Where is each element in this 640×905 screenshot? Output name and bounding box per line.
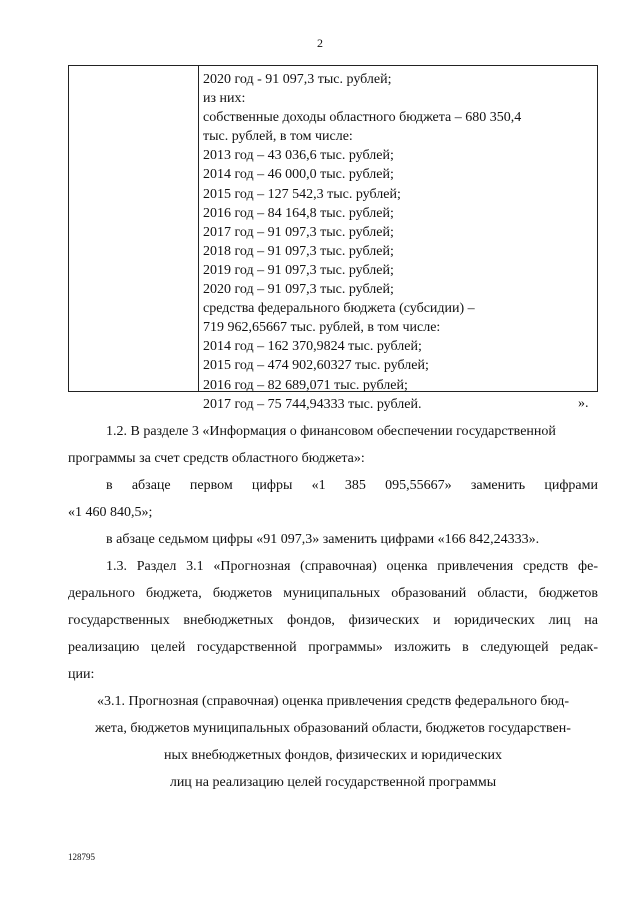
table-line: 2016 год – 84 164,8 тыс. рублей; <box>203 205 394 221</box>
paragraph-seventh-abzac <box>68 526 598 553</box>
table-line: 2020 год - 91 097,3 тыс. рублей; <box>203 72 392 87</box>
table-column-divider <box>198 66 199 391</box>
table-line: 2017 год – 75 744,94333 тыс. рублей. <box>203 396 422 412</box>
paragraph-line: дерального бюджета, бюджетов муниципальных образований области, бюджетов <box>68 586 598 601</box>
table-line: 2015 год – 127 542,3 тыс. рублей; <box>203 186 401 202</box>
table-line: из них: <box>203 91 246 107</box>
document-code: 128795 <box>68 852 95 862</box>
table-line: 2014 год – 46 000,0 тыс. рублей; <box>203 167 394 183</box>
heading-line: лиц на реализацию целей государственной программы <box>169 775 497 790</box>
heading-line: ных внебюджетных фондов, физических и юридических <box>163 748 503 763</box>
paragraph-line: «1 460 840,5»; <box>68 505 153 520</box>
closing-quote: ». <box>578 396 589 411</box>
paragraph-line: в абзаце первом цифры «1 385 095,55667» заменить цифрами <box>106 478 598 493</box>
table-cell-funding <box>203 70 593 414</box>
table-line: 2016 год – 82 689,071 тыс. рублей; <box>203 377 408 393</box>
table-line: 2014 год – 162 370,9824 тыс. рублей; <box>203 339 422 355</box>
heading-line: «3.1. Прогнозная (справочная) оценка привлечения средств федерального бюд- <box>96 694 570 709</box>
table-line: 2019 год – 91 097,3 тыс. рублей; <box>203 262 394 278</box>
paragraph-line: государственных внебюджетных фондов, физических и юридических лиц на <box>68 613 598 628</box>
paragraph-line: 1.3. Раздел 3.1 «Прогнозная (справочная) оценка привлечения средств фе- <box>106 559 598 574</box>
table-line: 2020 год – 91 097,3 тыс. рублей; <box>203 282 394 298</box>
table-line: средства федерального бюджета (субсидии) – <box>203 301 475 317</box>
paragraph-line: ции: <box>68 667 95 682</box>
paragraph-first-abzac <box>68 472 598 526</box>
paragraph-line: реализацию целей государственной программы» изложить в следующей редак- <box>68 640 598 655</box>
heading-line: жета, бюджетов муниципальных образований области, бюджетов государствен- <box>95 721 571 736</box>
table-line: 2018 год – 91 097,3 тыс. рублей; <box>203 243 394 259</box>
section-3-1-heading <box>68 688 598 796</box>
table-line: собственные доходы областного бюджета – 680 350,4 <box>203 110 522 126</box>
budget-table <box>68 65 598 412</box>
table-line: 2015 год – 474 902,60327 тыс. рублей; <box>203 358 429 374</box>
table-line: 719 962,65667 тыс. рублей, в том числе: <box>203 320 441 336</box>
paragraph-line: программы за счет средств областного бюджета»: <box>68 451 365 466</box>
table-line: 2013 год – 43 036,6 тыс. рублей; <box>203 148 394 164</box>
paragraph-line: 1.2. В разделе 3 «Информация о финансовом обеспечении государственной <box>106 424 556 439</box>
page-number: 2 <box>317 36 323 50</box>
table-line: 2017 год – 91 097,3 тыс. рублей; <box>203 224 394 240</box>
paragraph-1-2 <box>68 418 598 472</box>
paragraph-1-3 <box>68 553 598 688</box>
paragraph-line: в абзаце седьмом цифры «91 097,3» заменить цифрами «166 842,24333». <box>106 532 540 547</box>
table-line: тыс. рублей, в том числе: <box>203 129 353 145</box>
